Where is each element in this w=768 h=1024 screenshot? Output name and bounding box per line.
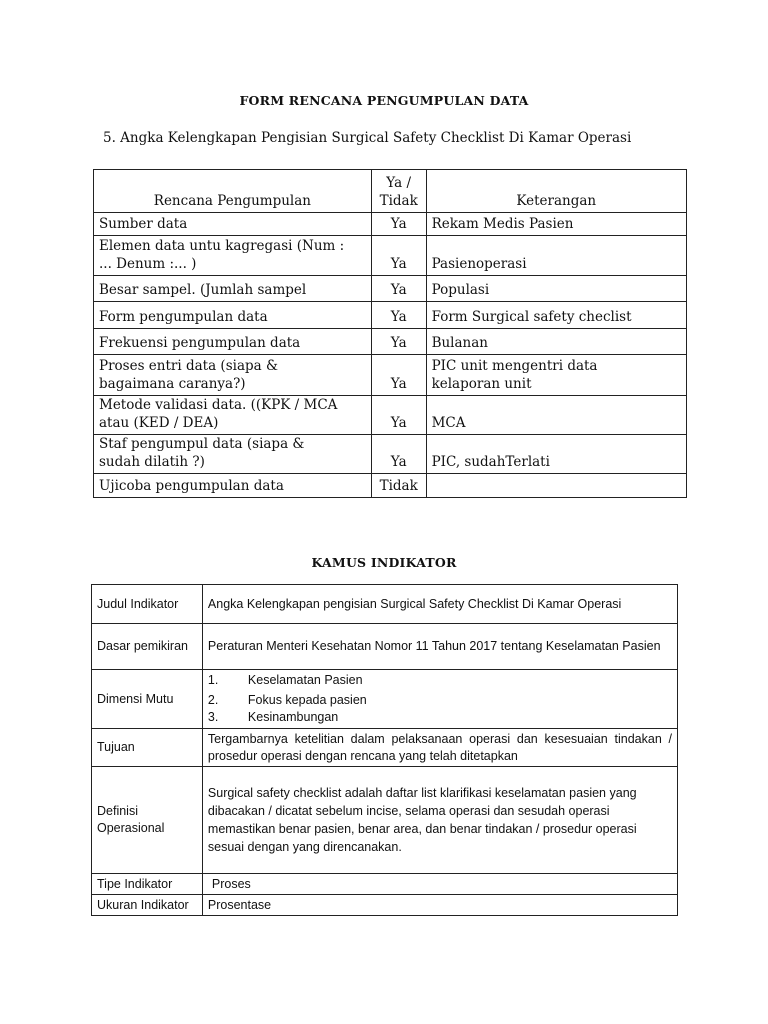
header-keterangan: Keterangan: [426, 170, 686, 213]
row-note: Form Surgical safety checlist: [426, 302, 686, 329]
kamus-row-ukuran: [92, 895, 678, 916]
list-text: Keselamatan Pasien: [247, 673, 363, 687]
judul-value: Angka Kelengkapan pengisian Surgical Safety Checklist Di Kamar Operasi: [202, 585, 677, 624]
kamus-row-tipe: [92, 874, 678, 895]
row-label: Metode validasi data. ((KPK / MCA atau (KED / DEA): [94, 396, 372, 435]
definisi-value: Surgical safety checklist adalah daftar list klarifikasi keselamatan pasien yang dibacakan / dicatat sebelum incise, selama operasi dan sesudah operasi memastikan benar pasien, benar area, dan benar tindakan / prosedur operasi sesuai dengan yang direncanakan.: [202, 767, 677, 874]
row-label: Ujicoba pengumpulan data: [94, 474, 372, 498]
row-label: Frekuensi pengumpulan data: [94, 329, 372, 355]
judul-label: Judul Indikator: [92, 585, 203, 624]
table-row: [94, 355, 687, 396]
table-row: [94, 276, 687, 302]
row-label: Proses entri data (siapa & bagaimana caranya?): [94, 355, 372, 396]
tujuan-label: Tujuan: [92, 729, 203, 767]
header-ya-tidak: [371, 170, 426, 213]
kamus-row-dasar: [92, 624, 678, 670]
list-text: Kesinambungan: [247, 710, 339, 724]
row-answer: Tidak: [371, 474, 426, 498]
row-label: Elemen data untu kagregasi (Num : ... Denum :... ): [94, 236, 372, 276]
tipe-value: [202, 874, 677, 895]
row-answer: Ya: [371, 435, 426, 474]
kamus-row-judul: [92, 585, 678, 624]
row-note: PIC unit mengentri data kelaporan unit: [426, 355, 686, 396]
table-row: [94, 213, 687, 236]
table-header-row: [94, 170, 687, 213]
dimensi-label: Dimensi Mutu: [92, 670, 203, 729]
dasar-value: Peraturan Menteri Kesehatan Nomor 11 Tahun 2017 tentang Keselamatan Pasien: [202, 624, 677, 670]
indicator-subtitle: 5. Angka Kelengkapan Pengisian Surgical Safety Checklist Di Kamar Operasi: [103, 130, 632, 146]
tipe-label: Tipe Indikator: [92, 874, 203, 895]
kamus-indikator-table: [91, 584, 678, 916]
row-note: [426, 474, 686, 498]
row-note: Bulanan: [426, 329, 686, 355]
table-row: [94, 396, 687, 435]
kamus-row-dimensi: [92, 670, 678, 729]
row-note: MCA: [426, 396, 686, 435]
table-row: [94, 474, 687, 498]
table-row: [94, 435, 687, 474]
kamus-indikator-title: KAMUS INDIKATOR: [311, 555, 457, 570]
list-item: [208, 692, 672, 709]
data-collection-plan-table: [93, 169, 687, 498]
list-number: 1.: [207, 673, 219, 687]
tujuan-value: Tergambarnya ketelitian dalam pelaksanaan operasi dan kesesuaian tindakan / prosedur operasi dengan rencana yang telah ditetapkan: [202, 729, 677, 767]
definisi-label: Definisi Operasional: [92, 767, 203, 874]
form-title: FORM RENCANA PENGUMPULAN DATA: [239, 93, 529, 108]
dimensi-list: [202, 670, 677, 729]
row-note: Pasienoperasi: [426, 236, 686, 276]
row-label: Form pengumpulan data: [94, 302, 372, 329]
row-note: Populasi: [426, 276, 686, 302]
header-rencana: Rencana Pengumpulan: [94, 170, 372, 213]
row-answer: Ya: [371, 396, 426, 435]
row-label: Besar sampel. (Jumlah sampel: [94, 276, 372, 302]
kamus-row-tujuan: [92, 729, 678, 767]
row-answer: Ya: [371, 302, 426, 329]
kamus-row-definisi: [92, 767, 678, 874]
table-row: [94, 302, 687, 329]
ukuran-label: Ukuran Indikator: [92, 895, 203, 916]
table-row: [94, 236, 687, 276]
row-note: Rekam Medis Pasien: [426, 213, 686, 236]
ukuran-value: Prosentase: [202, 895, 677, 916]
row-answer: Ya: [371, 355, 426, 396]
list-text: Fokus kepada pasien: [247, 693, 367, 707]
row-answer: Ya: [371, 329, 426, 355]
row-answer: Ya: [371, 276, 426, 302]
row-label: Sumber data: [94, 213, 372, 236]
row-answer: Ya: [371, 213, 426, 236]
row-answer: Ya: [371, 236, 426, 276]
list-item: [208, 709, 672, 726]
tipe-value-text: Proses: [211, 876, 251, 891]
dasar-label: Dasar pemikiran: [92, 624, 203, 670]
list-number: 3.: [207, 710, 219, 724]
row-note: PIC, sudahTerlati: [426, 435, 686, 474]
row-label: Staf pengumpul data (siapa & sudah dilatih ?): [94, 435, 372, 474]
list-item: [208, 672, 672, 689]
list-number: 2.: [207, 693, 219, 707]
header-ya-tidak-text: Ya / Tidak: [379, 175, 418, 209]
table-row: [94, 329, 687, 355]
